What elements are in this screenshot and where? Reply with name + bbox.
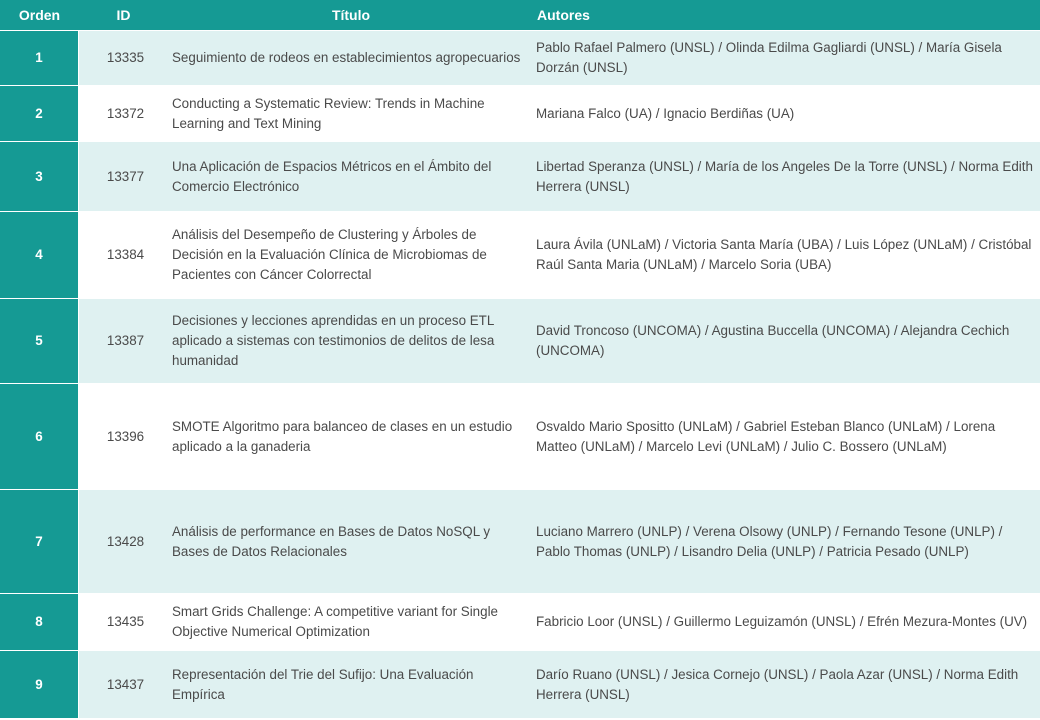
autores-cell: Laura Ávila (UNLaM) / Victoria Santa María (UBA) / Luis López (UNLaM) / Cristóbal Raúl Santa Maria (UNLaM) / Marcelo Soria (UBA) [534,212,1040,299]
id-cell: 13396 [79,384,168,490]
titulo-cell: SMOTE Algoritmo para balanceo de clases en un estudio aplicado a la ganaderia [168,384,534,490]
table-row [0,299,1040,384]
orden-cell: 9 [0,651,79,719]
titulo-cell: Seguimiento de rodeos en establecimientos agropecuarios [168,31,534,86]
titulo-cell: Análisis del Desempeño de Clustering y Árboles de Decisión en la Evaluación Clínica de Microbiomas de Pacientes con Cáncer Colorrectal [168,212,534,299]
header-titulo: Título [168,0,534,31]
titulo-cell: Smart Grids Challenge: A competitive variant for Single Objective Numerical Optimization [168,594,534,651]
orden-cell: 5 [0,299,79,384]
autores-cell: Darío Ruano (UNSL) / Jesica Cornejo (UNSL) / Paola Azar (UNSL) / Norma Edith Herrera (UNSL) [534,651,1040,719]
header-autores: Autores [534,0,1040,31]
table-row [0,142,1040,212]
id-cell: 13377 [79,142,168,212]
header-row [0,0,1040,31]
autores-cell: Libertad Speranza (UNSL) / María de los Angeles De la Torre (UNSL) / Norma Edith Herrera (UNSL) [534,142,1040,212]
autores-cell: Osvaldo Mario Spositto (UNLaM) / Gabriel Esteban Blanco (UNLaM) / Lorena Matteo (UNLaM) / Marcelo Levi (UNLaM) / Julio C. Bossero (UNLaM) [534,384,1040,490]
table-row [0,212,1040,299]
table-row [0,31,1040,86]
autores-cell: Pablo Rafael Palmero (UNSL) / Olinda Edilma Gagliardi (UNSL) / María Gisela Dorzán (UNSL) [534,31,1040,86]
id-cell: 13384 [79,212,168,299]
id-cell: 13335 [79,31,168,86]
orden-cell: 2 [0,86,79,142]
table-row [0,651,1040,719]
header-orden: Orden [0,0,79,31]
titulo-cell: Análisis de performance en Bases de Datos NoSQL y Bases de Datos Relacionales [168,490,534,594]
id-cell: 13437 [79,651,168,719]
orden-cell: 6 [0,384,79,490]
orden-cell: 7 [0,490,79,594]
autores-cell: Luciano Marrero (UNLP) / Verena Olsowy (UNLP) / Fernando Tesone (UNLP) / Pablo Thomas (UNLP) / Lisandro Delia (UNLP) / Patricia Pesado (UNLP) [534,490,1040,594]
id-cell: 13387 [79,299,168,384]
titulo-cell: Conducting a Systematic Review: Trends in Machine Learning and Text Mining [168,86,534,142]
autores-cell: Fabricio Loor (UNSL) / Guillermo Leguizamón (UNSL) / Efrén Mezura-Montes (UV) [534,594,1040,651]
titulo-cell: Decisiones y lecciones aprendidas en un proceso ETL aplicado a sistemas con testimonios de delitos de lesa humanidad [168,299,534,384]
id-cell: 13372 [79,86,168,142]
orden-cell: 1 [0,31,79,86]
autores-cell: Mariana Falco (UA) / Ignacio Berdiñas (UA) [534,86,1040,142]
id-cell: 13435 [79,594,168,651]
table-row [0,384,1040,490]
orden-cell: 8 [0,594,79,651]
table-row [0,86,1040,142]
table-row [0,594,1040,651]
titulo-cell: Representación del Trie del Sufijo: Una Evaluación Empírica [168,651,534,719]
titulo-cell: Una Aplicación de Espacios Métricos en el Ámbito del Comercio Electrónico [168,142,534,212]
header-id: ID [79,0,168,31]
table-row [0,490,1040,594]
orden-cell: 3 [0,142,79,212]
orden-cell: 4 [0,212,79,299]
autores-cell: David Troncoso (UNCOMA) / Agustina Buccella (UNCOMA) / Alejandra Cechich (UNCOMA) [534,299,1040,384]
id-cell: 13428 [79,490,168,594]
